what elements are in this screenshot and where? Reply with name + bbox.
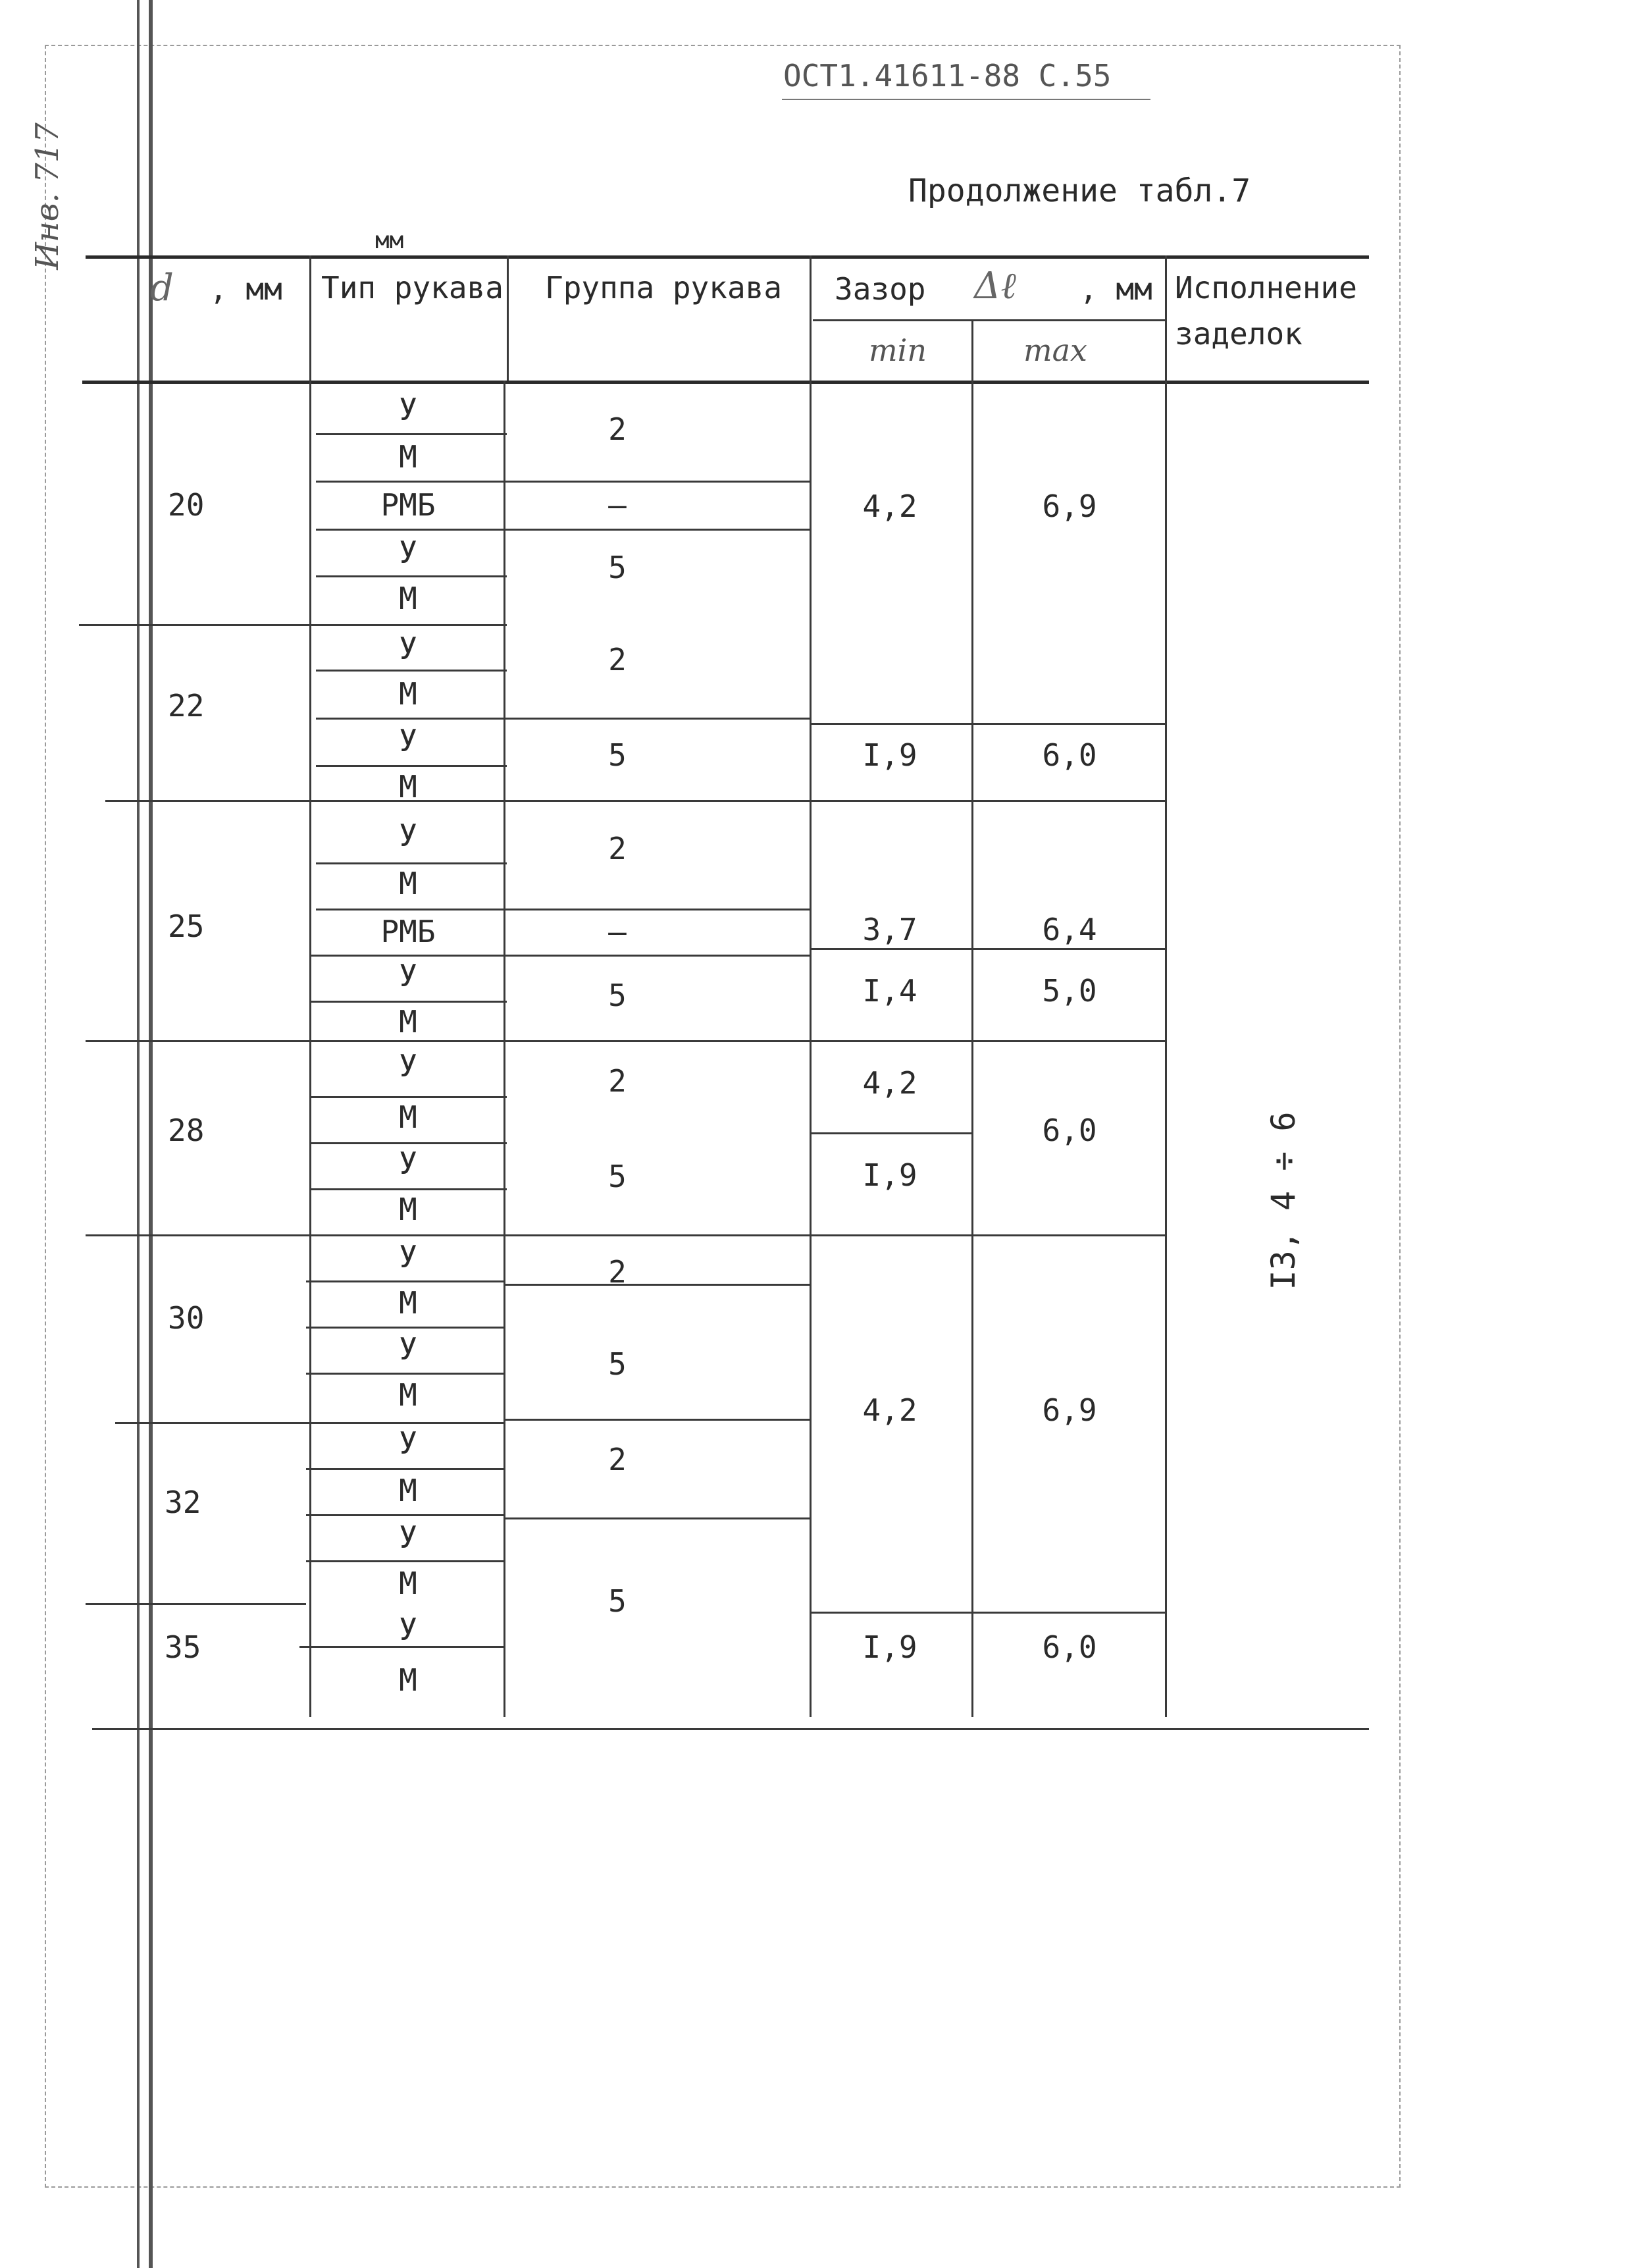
col-gap-header: Зазор: [835, 271, 926, 307]
table-top-border: [86, 255, 1369, 259]
document-code: ОСТ1.41611-88 С.55: [783, 58, 1112, 93]
row-line: [316, 433, 507, 435]
binding-line: [137, 0, 140, 2268]
group-line: [86, 1234, 1165, 1236]
group-line: [79, 624, 507, 626]
row-line: [810, 948, 1165, 950]
col-divider: [309, 255, 311, 1717]
row-line: [810, 1612, 1165, 1614]
row-line: [810, 1132, 971, 1134]
row-line: [316, 909, 507, 910]
execution-value: I3, 4 ÷ 6: [1264, 1111, 1303, 1290]
row-line: [306, 1327, 503, 1329]
row-line: [503, 1517, 810, 1519]
col-execution-header: Исполнение: [1175, 270, 1357, 305]
table-continuation-title: Продолжение табл.7: [908, 172, 1251, 209]
group-line: [105, 800, 1165, 802]
col-divider: [503, 381, 505, 1717]
row-line: [306, 1514, 503, 1516]
units-label: мм: [375, 227, 404, 254]
row-line: [507, 909, 810, 910]
row-line: [309, 955, 507, 957]
col-execution-header-2: заделок: [1175, 316, 1303, 352]
group-line: [86, 1040, 1165, 1042]
code-underline: [782, 99, 1150, 100]
margin-note: Инв. 717: [28, 122, 66, 270]
row-line: [507, 718, 810, 720]
diameter-value: 25: [168, 909, 205, 944]
row-line: [309, 1142, 507, 1144]
row-line: [316, 670, 507, 672]
row-line: [316, 765, 507, 767]
row-line: [316, 862, 507, 864]
row-line: [309, 1188, 507, 1190]
row-line: [507, 955, 810, 957]
col-gap-unit: , мм: [1079, 271, 1152, 307]
row-line: [810, 723, 1165, 725]
col-divider: [1165, 255, 1167, 1717]
binding-line: [149, 0, 153, 2268]
col-max-header: max: [1023, 332, 1087, 368]
diameter-value: 28: [168, 1113, 205, 1148]
row-line: [306, 1280, 503, 1282]
group-line: [115, 1422, 503, 1424]
col-group-header: Группа рукава: [545, 270, 783, 305]
col-type-header: Тип рукава: [321, 270, 503, 305]
page-frame: [45, 45, 1401, 2188]
row-line: [507, 529, 810, 531]
table-bottom-border: [92, 1728, 1369, 1730]
diameter-value: 30: [168, 1300, 205, 1336]
diameter-symbol: d: [150, 267, 174, 309]
diameter-unit: , мм: [209, 271, 282, 307]
row-line: [503, 1284, 810, 1286]
row-line: [309, 1001, 507, 1003]
row-line: [306, 1468, 503, 1470]
col-divider: [507, 255, 509, 381]
row-line: [316, 718, 507, 720]
group-line: [86, 1603, 306, 1605]
delta-l-symbol: Δℓ: [974, 265, 1016, 307]
row-line: [316, 529, 507, 531]
col-divider: [971, 319, 973, 1717]
col-min-header: min: [869, 332, 927, 368]
diameter-value: 22: [168, 688, 205, 724]
row-line: [309, 1096, 507, 1098]
diameter-value: 32: [165, 1485, 201, 1520]
row-line: [306, 1373, 503, 1375]
row-line: [316, 481, 507, 483]
row-line: [306, 1560, 503, 1562]
row-line: [503, 1419, 810, 1421]
diameter-value: 35: [165, 1629, 201, 1665]
row-line: [507, 481, 810, 483]
col-divider: [810, 255, 812, 1717]
row-line: [316, 575, 507, 577]
header-bottom-border: [82, 381, 1369, 384]
gap-subheader-line: [813, 319, 1165, 321]
diameter-value: 20: [168, 487, 205, 523]
